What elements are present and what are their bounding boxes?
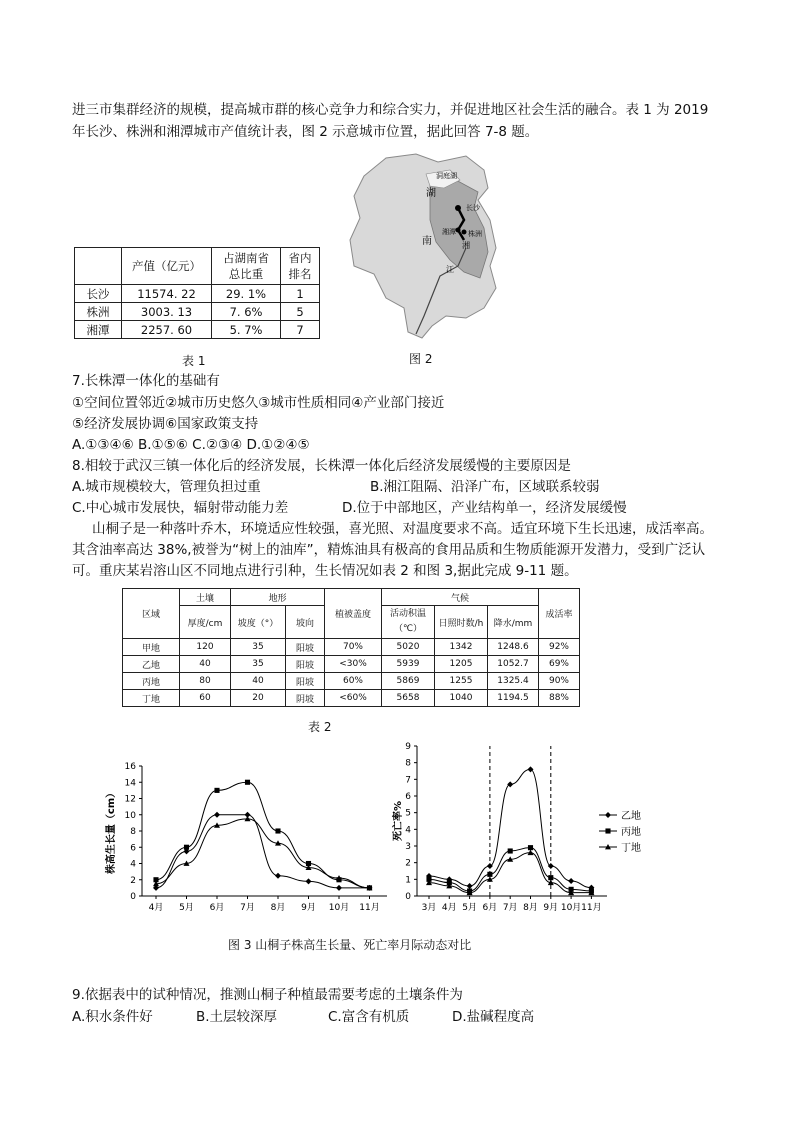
y-tick-label: 0 — [130, 892, 136, 902]
passage-line-2: 其含油率高达 38%,被誉为“树上的油库”，精炼油具有极高的食用品质和生物质能源开发潜力，受到广泛认 — [72, 542, 706, 558]
x-tick-label: 7月 — [502, 903, 518, 913]
map-label-hu: 湖 — [426, 188, 436, 199]
header-climate: 气候 — [382, 589, 539, 606]
x-tick-label: 11月 — [581, 903, 602, 913]
legend-label: 乙地 — [621, 811, 641, 822]
table-cell: 40 — [180, 656, 231, 673]
table-cell: 20 — [231, 690, 286, 707]
x-tick-label: 6月 — [482, 903, 498, 913]
header-rank: 省内 排名 — [281, 248, 320, 285]
y-tick-label: 16 — [124, 762, 136, 772]
table-cell: 80 — [180, 673, 231, 690]
x-tick-label: 6月 — [209, 903, 225, 913]
map-label-jiang: 江 — [446, 265, 454, 274]
map-figure — [346, 148, 506, 348]
table-cell: 60 — [180, 690, 231, 707]
passage-line-1: 山桐子是一种落叶乔木，环境适应性较强，喜光照、对温度要求不高。适宜环境下生长迅速，成活率高。 — [92, 521, 713, 537]
map-label-dongting: 洞庭湖 — [436, 172, 457, 180]
y-tick-label: 2 — [130, 875, 136, 886]
x-tick-label: 7月 — [240, 903, 255, 913]
table-row: 厚度/cm 坡度（°） 坡向 活动积温 （℃） 日照时数/h 降水/mm — [123, 606, 580, 639]
y-tick-label: 12 — [124, 794, 136, 805]
table-cell: 丁地 — [123, 690, 180, 707]
series-line — [156, 782, 370, 888]
table-cell: 5658 — [382, 690, 435, 707]
table-cell: 35 — [231, 656, 286, 673]
figure-3-caption: 图 3 山桐子株高生长量、死亡率月际动态对比 — [228, 938, 472, 952]
q8-stem: 8.相较于武汉三镇一体化后的经济发展，长株潭一体化后经济发展缓慢的主要原因是 — [72, 458, 571, 474]
x-tick-label: 9月 — [543, 903, 559, 913]
changsha-dot — [455, 205, 461, 211]
table-cell: 阳坡 — [286, 656, 325, 673]
x-tick-label: 8月 — [270, 903, 286, 913]
square-marker — [184, 845, 189, 850]
x-tick-label: 9月 — [301, 903, 316, 913]
table-1-caption: 表 1 — [182, 354, 206, 368]
diamond-marker — [568, 878, 574, 884]
table-cell: 88% — [539, 690, 580, 707]
map-label-nan: 南 — [422, 236, 432, 247]
header-value: 产值（亿元） — [122, 248, 212, 285]
table-cell: 120 — [180, 639, 231, 656]
x-tick-label: 4月 — [441, 903, 457, 913]
q7-choices: A.①③④⑥ B.①⑤⑥ C.②③④ D.①②④⑤ — [72, 437, 310, 453]
map-label-zhuzhou: 株洲 — [468, 230, 482, 238]
x-tick-label: 3月 — [421, 903, 437, 913]
table-cell: 1040 — [435, 690, 488, 707]
y-tick-label: 4 — [405, 825, 411, 836]
diamond-marker — [214, 812, 220, 818]
table-row — [123, 656, 580, 673]
table-cell: 1325.4 — [488, 673, 539, 690]
y-tick-label: 9 — [405, 742, 411, 752]
square-marker — [528, 845, 533, 850]
q9-choice-d: D.盐碱程度高 — [452, 1009, 535, 1025]
header-soil: 土壤 — [180, 589, 231, 606]
y-tick-label: 8 — [405, 758, 411, 769]
header-terrain: 地形 — [231, 589, 325, 606]
table-cell: 乙地 — [123, 656, 180, 673]
table-cell: 阳坡 — [286, 639, 325, 656]
square-marker — [275, 828, 280, 833]
square-marker — [605, 828, 610, 833]
table-row — [123, 639, 580, 656]
q8-choice-c: C.中心城市发展快，辐射带动能力差 — [72, 500, 289, 516]
table-cell: 1248.6 — [488, 639, 539, 656]
table-cell: 甲地 — [123, 639, 180, 656]
y-tick-label: 0 — [405, 892, 411, 902]
q8-choice-a: A.城市规模较大，管理负担过重 — [72, 479, 261, 495]
legend-label: 丁地 — [621, 843, 641, 854]
header-region: 区域 — [123, 589, 180, 639]
intro-line-2: 年长沙、株洲和湘潭城市产值统计表，图 2 示意城市位置，据此回答 7-8 题。 — [72, 124, 539, 140]
y-axis-label: 死亡率% — [393, 800, 404, 842]
table-row — [123, 690, 580, 707]
table-row: 长沙 11574. 22 29. 1% 1 — [75, 285, 320, 303]
y-tick-label: 3 — [405, 842, 411, 852]
header-share: 占湖南省 总比重 — [212, 248, 281, 285]
table-row — [123, 589, 580, 606]
y-tick-label: 4 — [130, 859, 136, 870]
y-tick-label: 14 — [124, 778, 136, 789]
table-cell: <60% — [325, 690, 382, 707]
xiangtan-dot — [456, 228, 461, 233]
q8-choice-b: B.湘江阻隔、沿泽广布，区域联系较弱 — [370, 479, 600, 495]
table-2 — [122, 588, 580, 707]
growth-chart — [100, 758, 390, 923]
square-marker — [548, 875, 553, 880]
square-marker — [487, 872, 492, 877]
table-cell: 1342 — [435, 639, 488, 656]
table-2-caption: 表 2 — [308, 720, 332, 734]
table-row: 湘潭 2257. 60 5. 7% 7 — [75, 321, 320, 339]
map-caption: 图 2 — [409, 352, 433, 366]
x-tick-label: 8月 — [523, 903, 538, 913]
passage-line-3: 可。重庆某岩溶山区不同地点进行引种，生长情况如表 2 和图 3,据此完成 9-11 题。 — [72, 563, 578, 579]
x-tick-label: 5月 — [462, 903, 477, 913]
table-cell: 40 — [231, 673, 286, 690]
table-cell: 70% — [325, 639, 382, 656]
q7-stem: 7.长株潭一体化的基础有 — [72, 373, 220, 389]
diamond-marker — [605, 812, 611, 818]
q9-stem: 9.依据表中的试种情况，推测山桐子种植最需要考虑的土壤条件为 — [72, 987, 463, 1003]
q9-choice-c: C.富含有机质 — [328, 1009, 410, 1025]
x-tick-label: 10月 — [328, 903, 350, 913]
table-cell: 丙地 — [123, 673, 180, 690]
diamond-marker — [467, 883, 473, 889]
header-veg: 植被盖度 — [325, 589, 382, 639]
y-tick-label: 7 — [405, 775, 411, 786]
q9-choice-a: A.积水条件好 — [72, 1009, 153, 1025]
square-marker — [214, 788, 219, 793]
table-cell: 阴坡 — [286, 690, 325, 707]
table-cell: 1205 — [435, 656, 488, 673]
mortality-chart — [395, 742, 685, 922]
header-survival: 成活率 — [539, 589, 580, 639]
table-row: 株洲 3003. 13 7. 6% 5 — [75, 303, 320, 321]
table-cell: <30% — [325, 656, 382, 673]
table-cell: 1194.5 — [488, 690, 539, 707]
q7-options-2: ⑤经济发展协调⑥国家政策支持 — [72, 416, 259, 432]
square-marker — [245, 780, 250, 785]
q8-choice-d: D.位于中部地区，产业结构单一，经济发展缓慢 — [342, 500, 627, 516]
diamond-marker — [275, 873, 281, 879]
y-tick-label: 6 — [405, 792, 411, 802]
diamond-marker — [336, 885, 342, 891]
table-cell: 69% — [539, 656, 580, 673]
q9-choice-b: B.土层较深厚 — [196, 1009, 278, 1025]
intro-line-1: 进三市集群经济的规模，提高城市群的核心竞争力和综合实力，并促进地区社会生活的融合。表 1 为 2019 — [72, 102, 709, 118]
table-cell: 60% — [325, 673, 382, 690]
y-tick-label: 2 — [405, 858, 411, 869]
map-label-xiangtan: 湘潭 — [442, 228, 456, 236]
diamond-marker — [306, 878, 312, 884]
table-cell: 1255 — [435, 673, 488, 690]
y-tick-label: 8 — [130, 827, 136, 837]
square-marker — [508, 848, 513, 853]
table-1 — [74, 247, 320, 339]
y-tick-label: 1 — [405, 875, 411, 886]
legend-label: 丙地 — [621, 827, 641, 838]
x-tick-label: 11月 — [359, 903, 380, 913]
zhuzhou-dot — [462, 230, 467, 235]
x-tick-label: 10月 — [560, 903, 582, 913]
table-cell: 1052.7 — [488, 656, 539, 673]
y-axis-label: 株高生长量（cm） — [106, 787, 117, 875]
x-tick-label: 4月 — [148, 903, 164, 913]
y-tick-label: 5 — [405, 808, 411, 819]
q7-options-1: ①空间位置邻近②城市历史悠久③城市性质相同④产业部门接近 — [72, 395, 445, 411]
table-cell: 5939 — [382, 656, 435, 673]
map-label-changsha: 长沙 — [466, 204, 480, 212]
table-row — [75, 248, 320, 285]
table-cell: 5020 — [382, 639, 435, 656]
table-row — [123, 673, 580, 690]
x-tick-label: 5月 — [179, 903, 194, 913]
y-tick-label: 10 — [124, 810, 136, 821]
table-cell: 90% — [539, 673, 580, 690]
series-line — [429, 848, 591, 891]
table-cell: 35 — [231, 639, 286, 656]
y-tick-label: 6 — [130, 843, 136, 854]
table-cell: 5869 — [382, 673, 435, 690]
map-label-xiang: 湘 — [462, 241, 470, 250]
table-cell: 92% — [539, 639, 580, 656]
table-cell: 阳坡 — [286, 673, 325, 690]
